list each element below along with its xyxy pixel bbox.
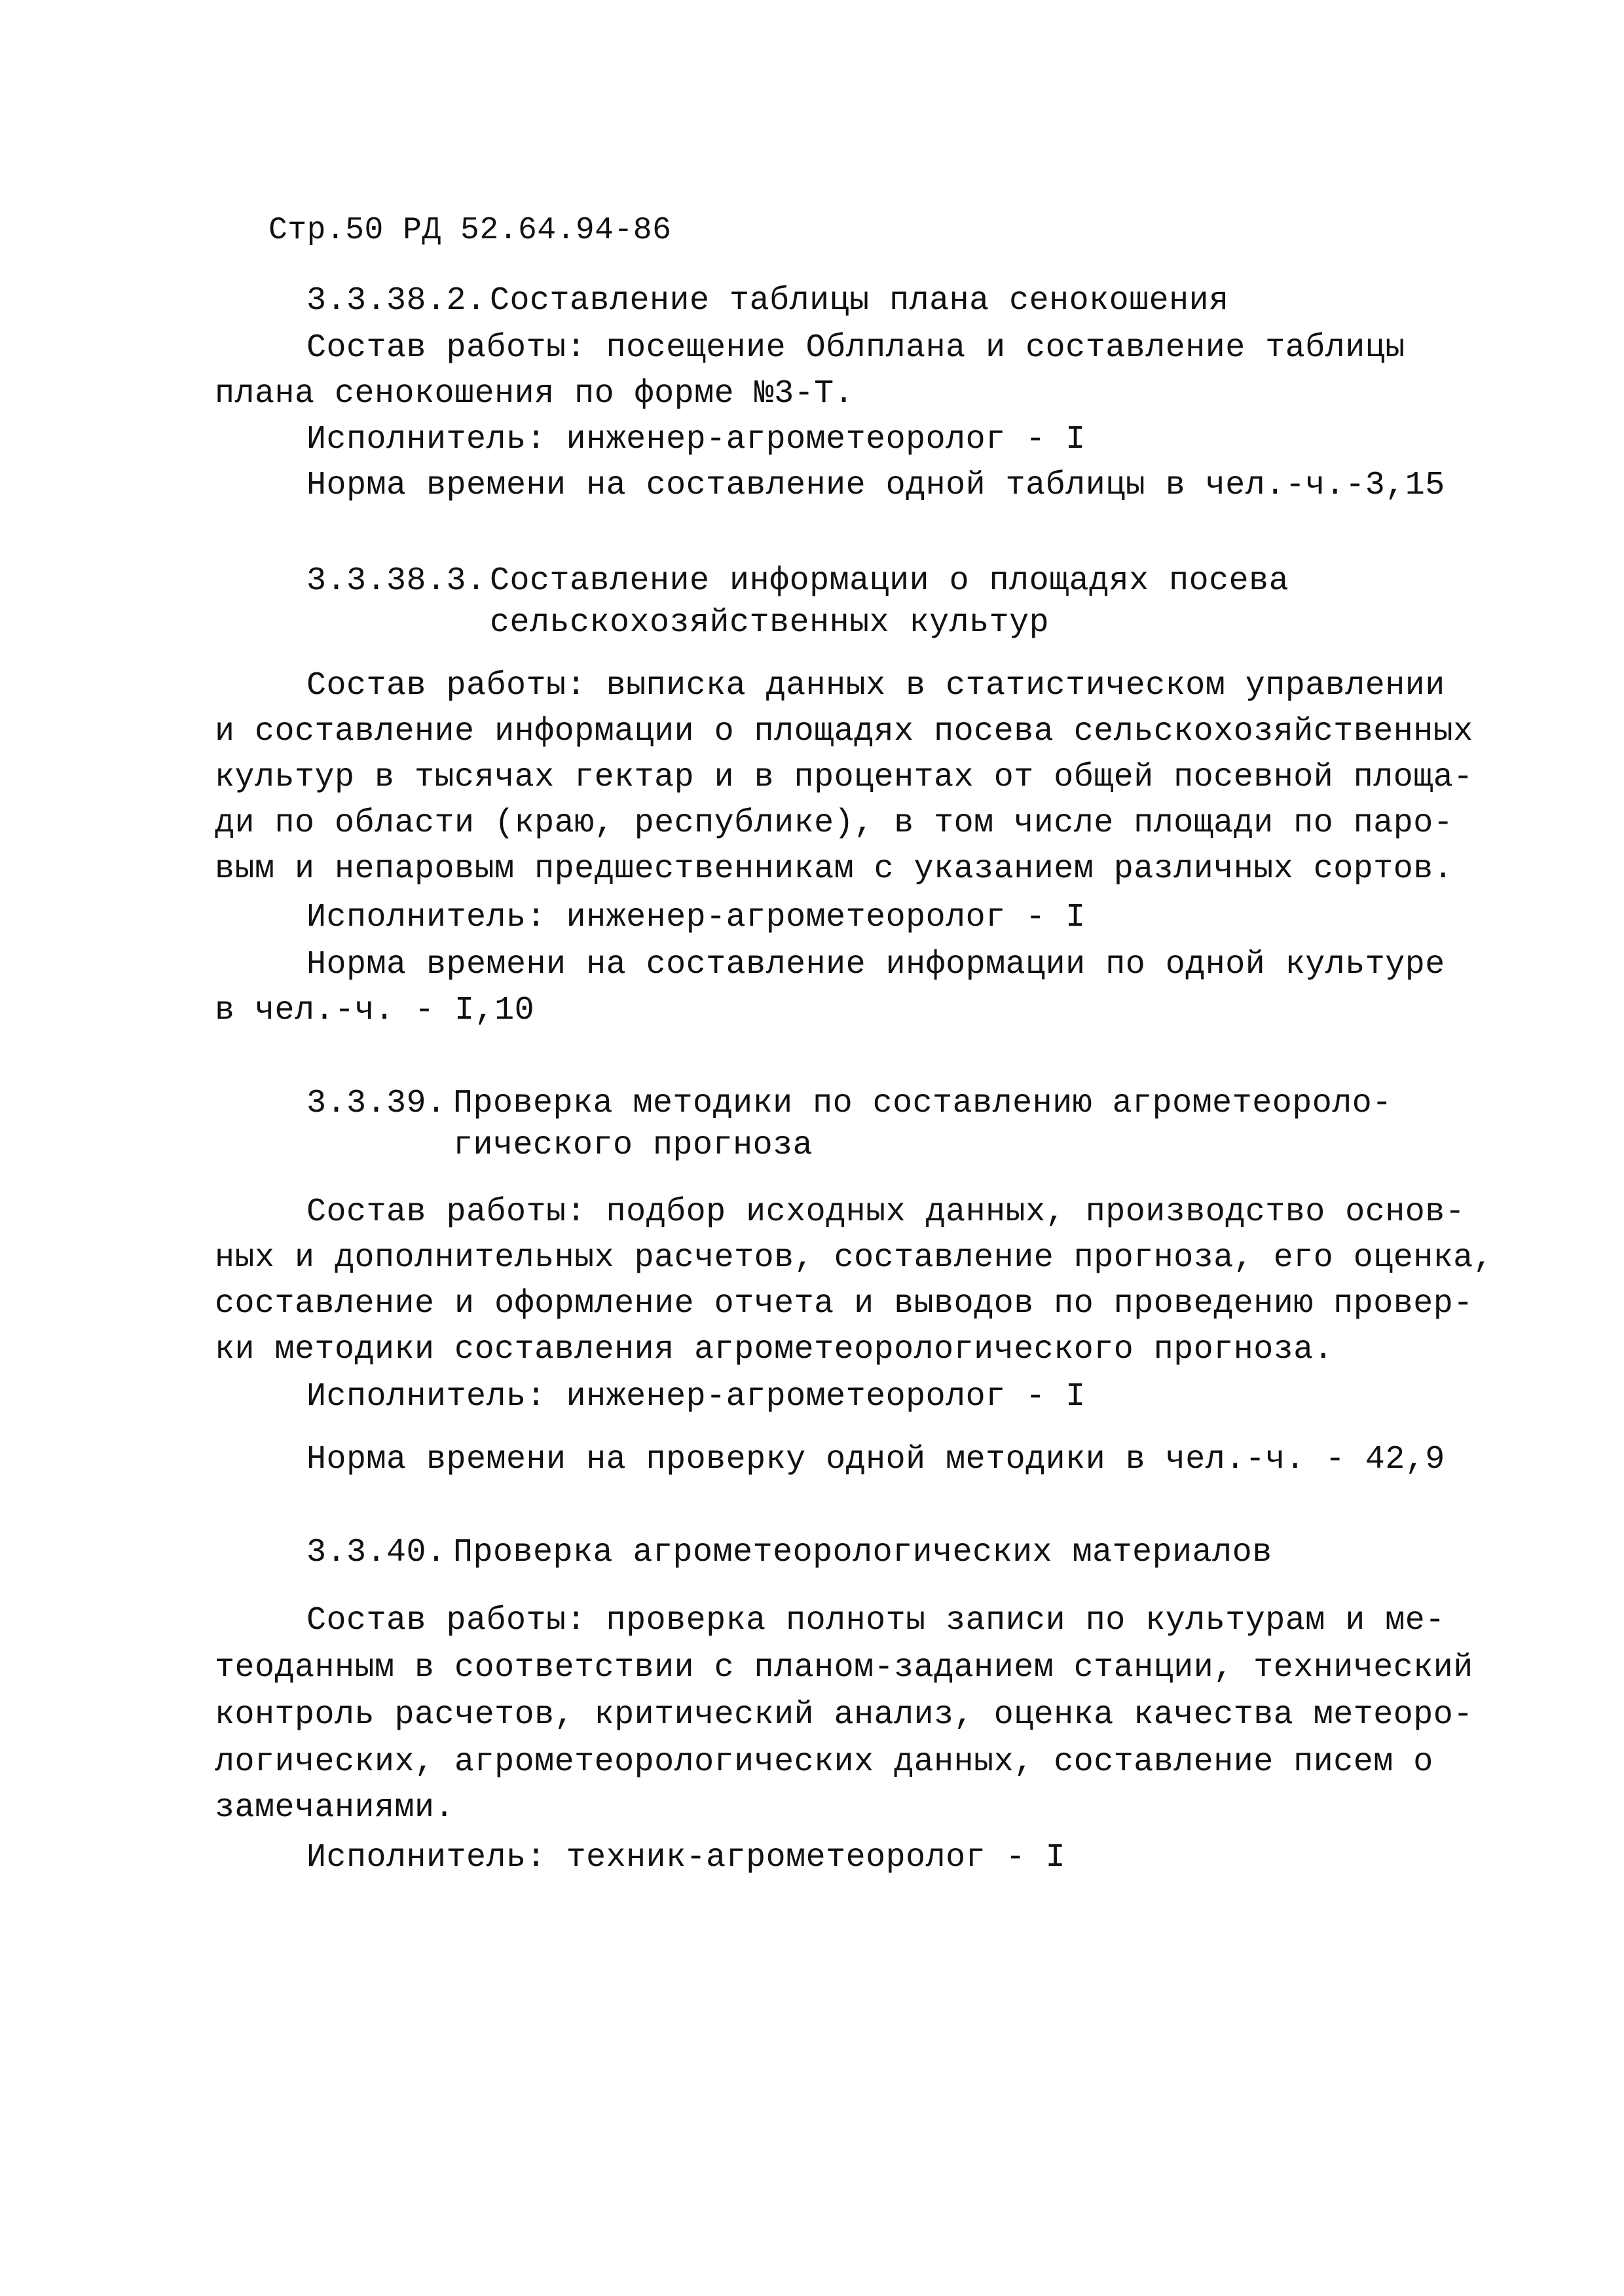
section-number: 3.3.39. [306, 1085, 447, 1122]
section-norm: Норма времени на проверку одной методики в чел.-ч. - 42,9 [306, 1441, 1445, 1478]
section-body-line: плана сенокошения по форме №3-Т. [215, 375, 855, 412]
section-number: 3.3.38.2. [306, 282, 487, 319]
section-performer: Исполнитель: инженер-агрометеоролог - I [306, 1378, 1086, 1415]
section-body-line: логических, агрометеорологических данных, составление писем о [215, 1743, 1433, 1781]
section-norm: в чел.-ч. - I,10 [215, 992, 535, 1029]
section-title: Проверка агрометеорологических материалов [453, 1534, 1272, 1571]
section-title: Составление таблицы плана сенокошения [490, 282, 1229, 319]
section-title-line: Проверка методики по составлению агрометеороло- [453, 1085, 1392, 1122]
section-body-line: составление и оформление отчета и выводов по проведению провер- [215, 1285, 1473, 1322]
section-title-line: сельскохозяйственных культур [490, 604, 1050, 642]
section-performer: Исполнитель: инженер-агрометеоролог - I [306, 421, 1086, 458]
section-performer: Исполнитель: техник-агрометеоролог - I [306, 1839, 1066, 1876]
section-body-line: Состав работы: выписка данных в статистическом управлении [306, 667, 1445, 704]
section-body-line: ки методики составления агрометеорологического прогноза. [215, 1331, 1334, 1368]
section-performer: Исполнитель: инженер-агрометеоролог - I [306, 899, 1086, 936]
section-title-line: Составление информации о площадях посева [490, 562, 1289, 600]
section-body-line: вым и непаровым предшественникам с указанием различных сортов. [215, 850, 1454, 888]
section-body-line: ных и дополнительных расчетов, составление прогноза, его оценка, [215, 1239, 1494, 1277]
section-body-line: культур в тысячах гектар и в процентах от общей посевной площа- [215, 759, 1473, 796]
page-header: Стр.50 РД 52.64.94-86 [268, 213, 672, 248]
section-norm: Норма времени на составление информации по одной культуре [306, 946, 1445, 983]
section-number: 3.3.40. [306, 1534, 447, 1571]
section-body-line: теоданным в соответствии с планом-заданием станции, технический [215, 1649, 1473, 1686]
section-norm: Норма времени на составление одной таблицы в чел.-ч.-3,15 [306, 467, 1445, 504]
section-body-line: и составление информации о площадях посева сельскохозяйственных [215, 713, 1473, 750]
section-title-line: гического прогноза [453, 1127, 813, 1164]
section-body-line: замечаниями. [215, 1789, 455, 1827]
section-body-line: Состав работы: подбор исходных данных, производство основ- [306, 1194, 1466, 1231]
section-body-line: контроль расчетов, критический анализ, оценка качества метеоро- [215, 1696, 1473, 1734]
section-body-line: ди по области (краю, республике), в том числе площади по паро- [215, 805, 1454, 842]
section-number: 3.3.38.3. [306, 562, 487, 600]
section-body-line: Состав работы: проверка полноты записи по культурам и ме- [306, 1602, 1445, 1639]
section-body-line: Состав работы: посещение Облплана и составление таблицы [306, 329, 1405, 367]
